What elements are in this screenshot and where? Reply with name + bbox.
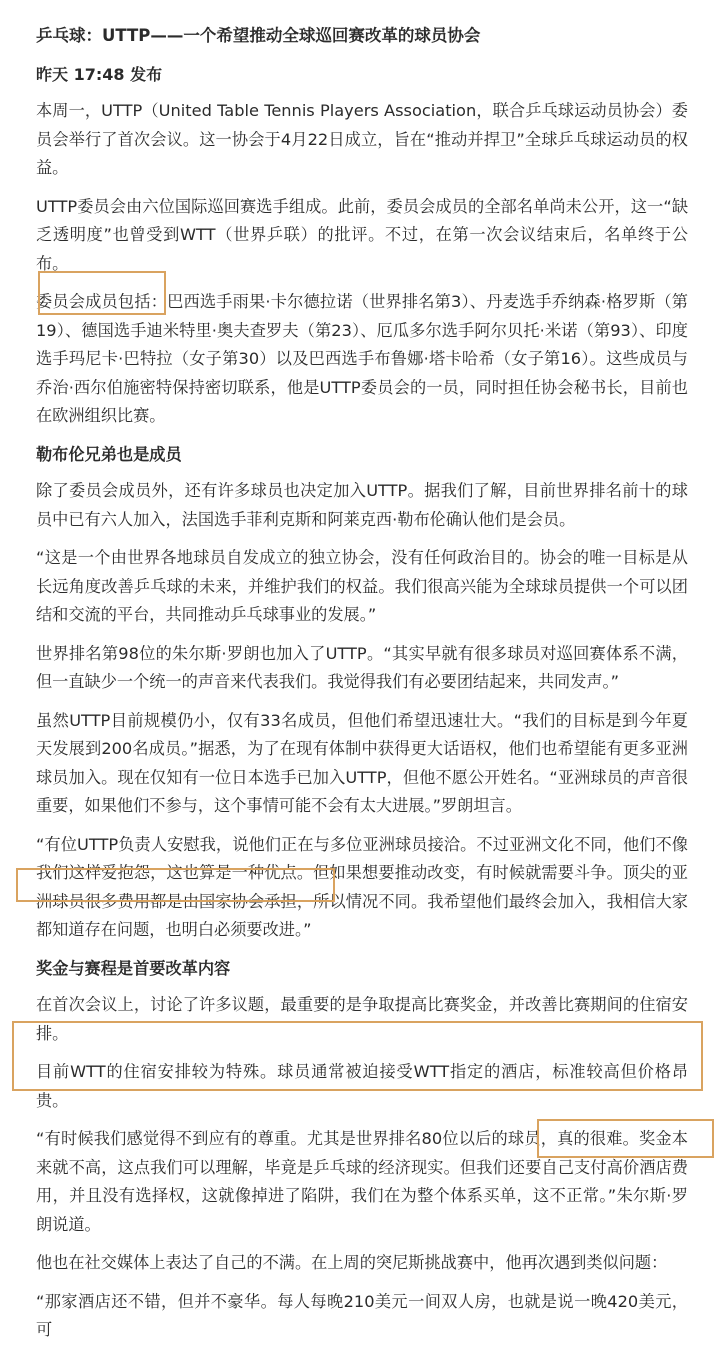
paragraph: “有位UTTP负责人安慰我，说他们正在与多位亚洲球员接洽。不过亚洲文化不同，他们不像我们这样爱抱怨，这也算是一种优点。但如果想要推动改变，有时候就需要斗争。顶尖的亚洲球员很多费用都是由国家协会承担，所以情况不同。我希望他们最终会加入，我相信大家都知道存在问题，也明白必须要改进。” <box>36 834 688 939</box>
paragraph: 世界排名第98位的朱尔斯·罗朗也加入了UTTP。“其实早就有很多球员对巡回赛体系不满，但一直缺少一个统一的声音来代表我们。我觉得我们有必要团结起来，共同发声。” <box>36 643 688 691</box>
paragraph: “这是一个由世界各地球员自发成立的独立协会，没有任何政治目的。协会的唯一目标是从长远角度改善乒乓球的未来，并维护我们的权益。我们很高兴能为全球球员提供一个可以团结和交流的平台，共同推动乒乓球事业的发展。” <box>36 548 688 624</box>
paragraph: “有时候我们感觉得不到应有的尊重。尤其是世界排名80位以后的球员，真的很难。奖金本来就不高，这点我们可以理解，毕竟是乒乓球的经济现实。但我们还要自己支付高价酒店费用，并且没有选择权，这就像掉进了陷阱，我们在为整个体系买单，这不正常。”朱尔斯·罗朗说道。 <box>36 1129 688 1234</box>
article-body <box>36 97 688 1345</box>
paragraph: 本周一，UTTP（United Table Tennis Players Association，联合乒乓球运动员协会）委员会举行了首次会议。这一协会于4月22日成立，旨在“推动并捍卫”全球乒乓球运动员的权益。 <box>36 101 688 177</box>
publish-date: 昨天 17:48 发布 <box>36 64 163 84</box>
paragraph: “那家酒店还不错，但并不豪华。每人每晚210美元一间双人房，也就是说一晚420美元，可 <box>36 1291 688 1339</box>
article <box>36 18 688 1355</box>
paragraph: UTTP委员会由六位国际巡回赛选手组成。此前，委员会成员的全部名单尚未公开，这一“缺乏透明度”也曾受到WTT（世界乒联）的批评。不过，在第一次会议结束后，名单终于公布。 <box>36 196 688 273</box>
paragraph: 在首次会议上，讨论了许多议题，最重要的是争取提高比赛奖金，并改善比赛期间的住宿安排。 <box>36 995 688 1043</box>
paragraph: 除了委员会成员外，还有许多球员也决定加入UTTP。据我们了解，目前世界排名前十的球员中已有六人加入，法国选手菲利克斯和阿莱克西·勒布伦确认他们是会员。 <box>36 481 688 529</box>
paragraph: 虽然UTTP目前规模仍小，仅有33名成员，但他们希望迅速壮大。“我们的目标是到今年夏天发展到200名成员。”据悉，为了在现有体制中获得更大话语权，他们也希望能有更多亚洲球员加入。现在仅知有一位日本选手已加入UTTP，但他不愿公开姓名。“亚洲球员的声音很重要，如果他们不参与，这个事情可能不会有太大进展。”罗朗坦言。 <box>36 710 688 815</box>
paragraph: 目前WTT的住宿安排较为特殊。球员通常被迫接受WTT指定的酒店，标准较高但价格昂贵。 <box>36 1062 688 1110</box>
paragraph: 委员会成员包括：巴西选手雨果·卡尔德拉诺（世界排名第3）、丹麦选手乔纳森·格罗斯（第19）、德国选手迪米特里·奥夫查罗夫（第23）、厄瓜多尔选手阿尔贝托·米诺（第93）、印度选手玛尼卡·巴特拉（女子第30）以及巴西选手布鲁娜·塔卡哈希（女子第16）。这些成员与乔治·西尔伯施密特保持密切联系，他是UTTP委员会的一员，同时担任协会秘书长，目前也在欧洲组织比赛。 <box>36 292 688 425</box>
section-heading: 勒布伦兄弟也是成员 <box>36 444 182 464</box>
article-title: 乒乓球：UTTP——一个希望推动全球巡回赛改革的球员协会 <box>36 26 481 45</box>
paragraph: 他也在社交媒体上表达了自己的不满。在上周的突尼斯挑战赛中，他再次遇到类似问题： <box>36 1253 668 1272</box>
section-heading: 奖金与赛程是首要改革内容 <box>36 958 231 978</box>
